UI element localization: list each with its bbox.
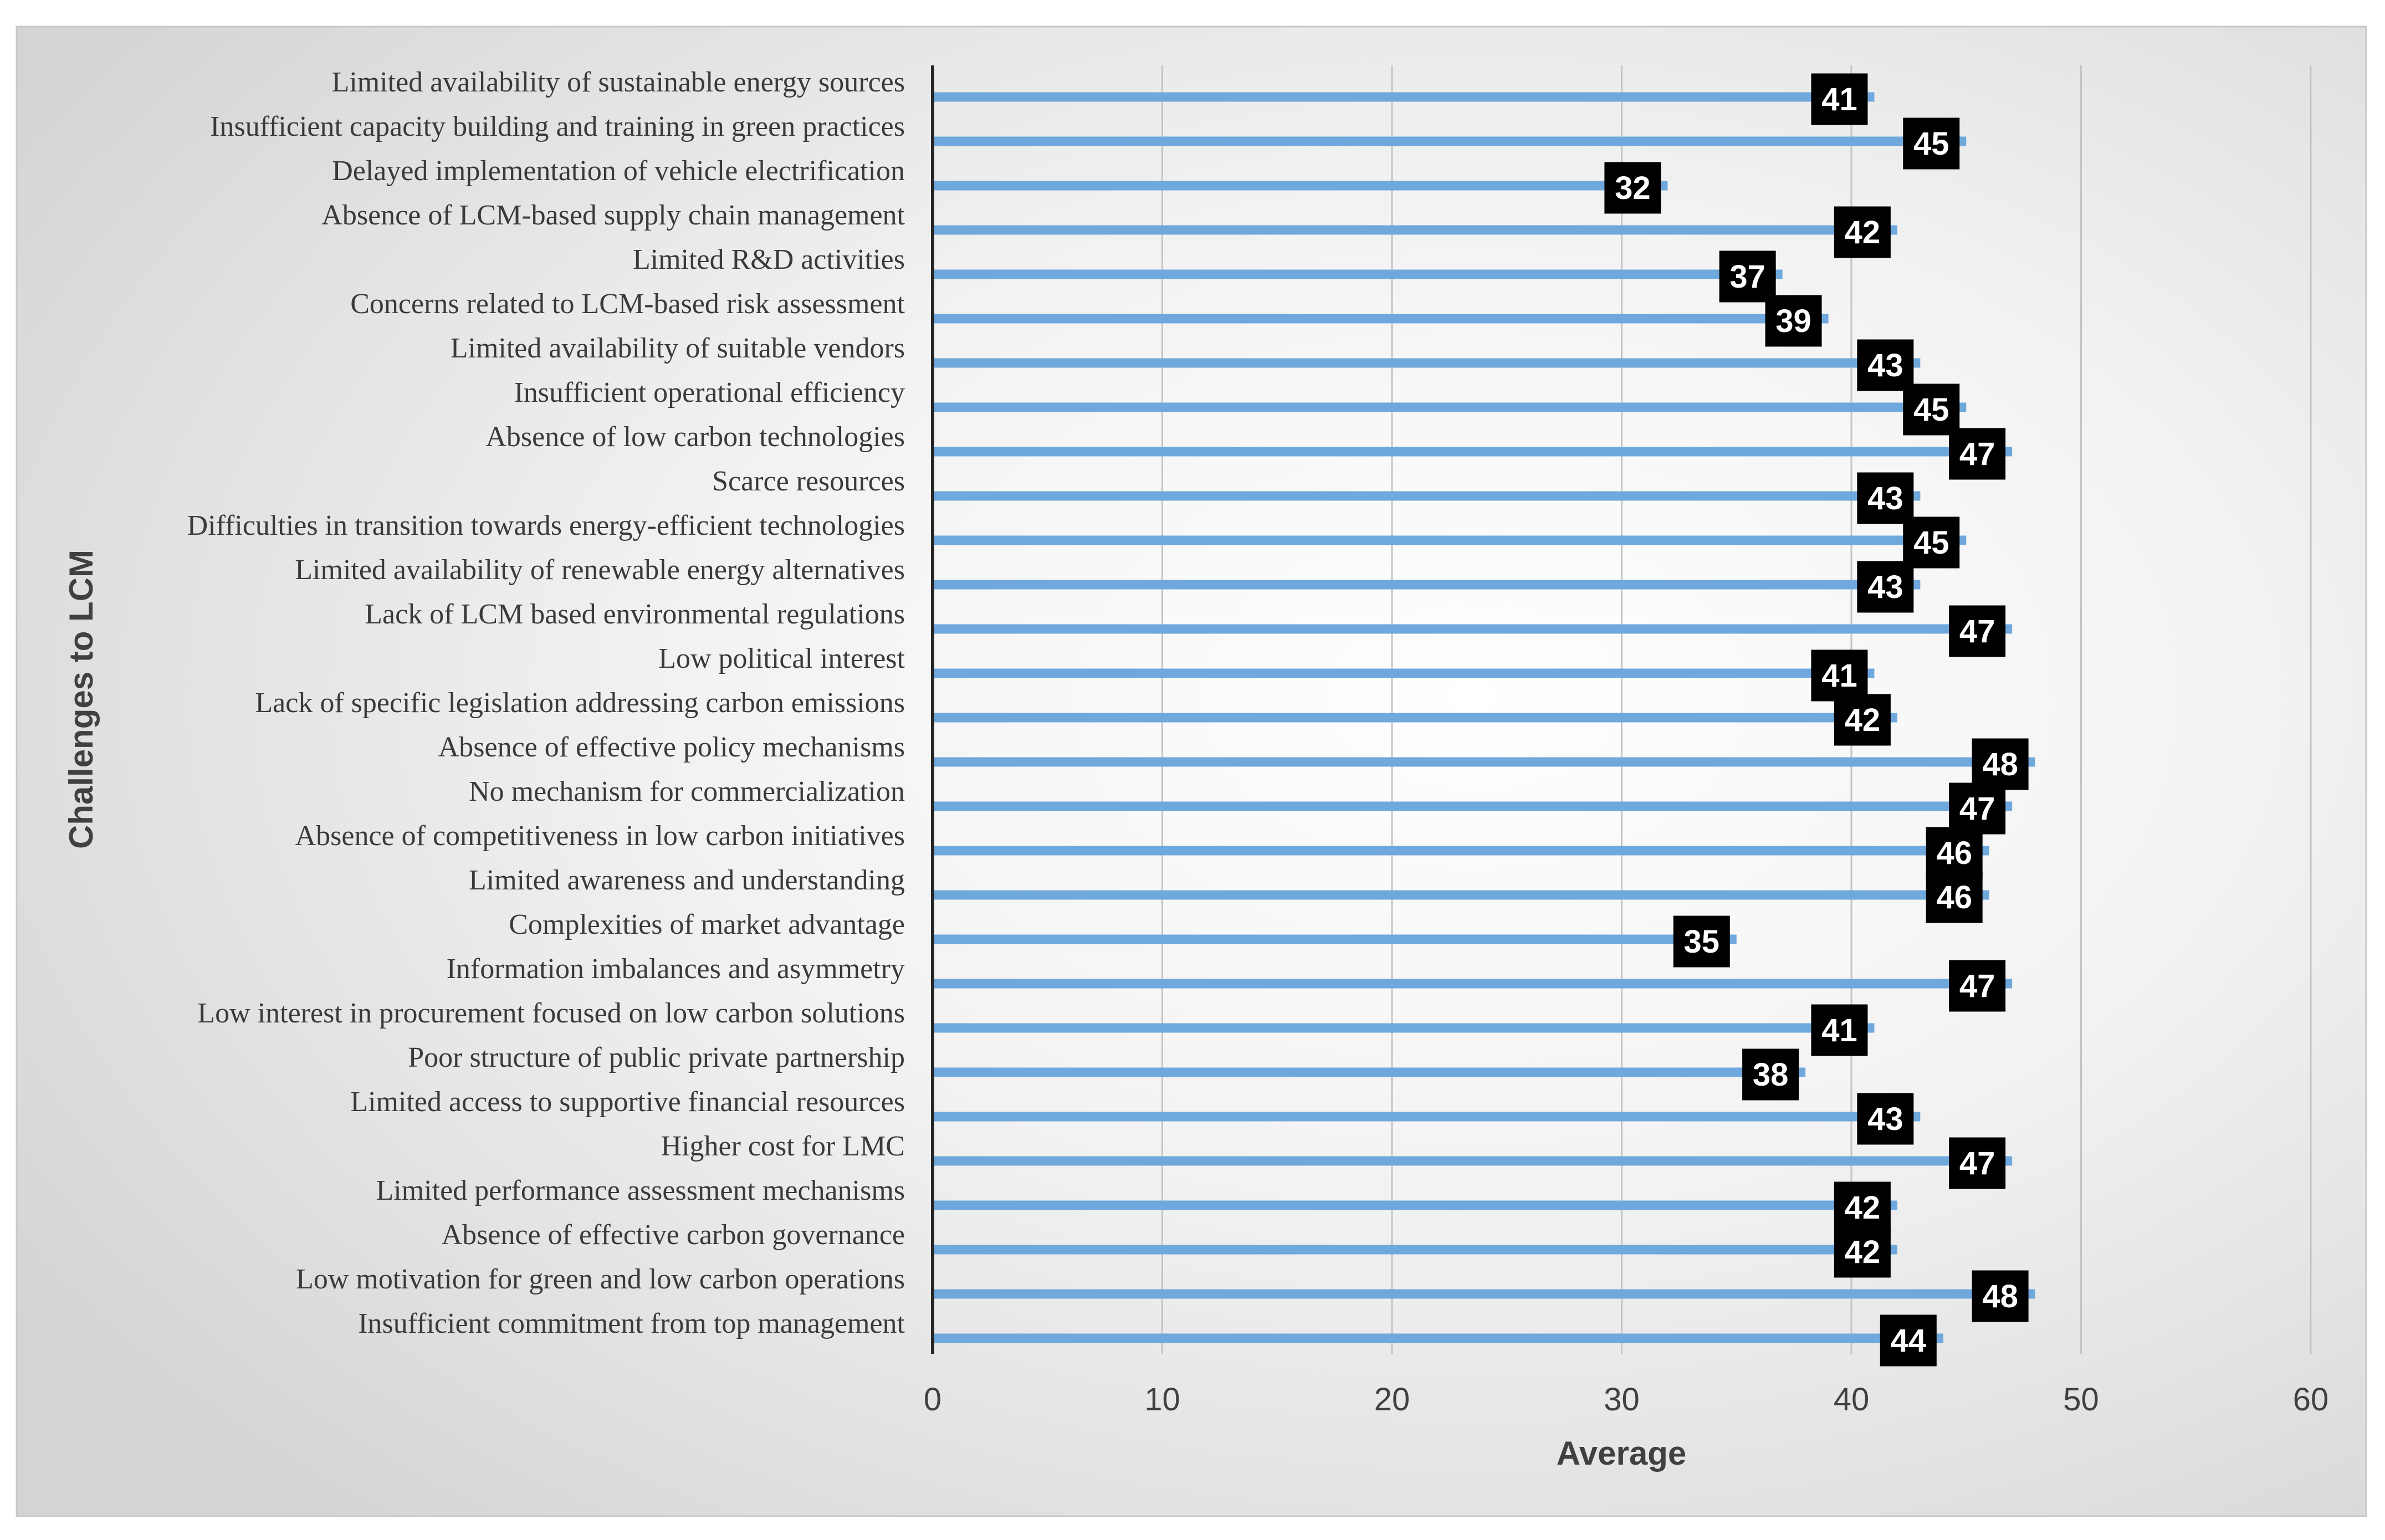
data-label: 45 [1913, 525, 1949, 561]
bar [933, 1201, 1897, 1210]
data-label: 47 [1959, 436, 1995, 472]
x-tick-label: 10 [1144, 1382, 1180, 1418]
data-label: 42 [1844, 1234, 1881, 1270]
category-label: Delayed implementation of vehicle electrification [332, 155, 905, 187]
data-label: 48 [1982, 746, 2018, 782]
bar [933, 1334, 1943, 1343]
bar [933, 492, 1920, 501]
x-tick-label: 20 [1374, 1382, 1410, 1418]
bar [933, 1245, 1897, 1255]
category-label: Absence of effective carbon governance [441, 1219, 905, 1251]
bar [933, 359, 1920, 368]
bar [933, 447, 2012, 457]
category-label: Insufficient operational efficiency [514, 377, 905, 408]
data-label: 39 [1775, 303, 1811, 339]
category-label: Insufficient commitment from top management [358, 1308, 905, 1339]
bar [933, 580, 1920, 590]
x-axis-title: Average [1556, 1435, 1687, 1472]
category-label: Information imbalances and asymmetry [446, 953, 905, 985]
category-label: Scarce resources [712, 465, 905, 497]
data-label: 45 [1913, 392, 1949, 428]
category-label: Complexities of market advantage [509, 909, 905, 940]
category-label: Absence of low carbon technologies [485, 421, 905, 453]
bar [933, 1024, 1874, 1033]
bar [933, 403, 1966, 412]
bar [933, 846, 1989, 856]
bar [933, 1290, 2035, 1299]
bar [933, 758, 2035, 767]
bar [933, 891, 1989, 900]
bar [933, 1068, 1805, 1077]
category-label: Absence of competitiveness in low carbon initiatives [295, 820, 905, 852]
bar [933, 93, 1874, 102]
category-label: Limited R&D activities [632, 244, 905, 275]
data-label: 42 [1844, 1190, 1881, 1226]
category-label: Limited awareness and understanding [469, 864, 905, 896]
data-label: 48 [1982, 1278, 2018, 1314]
bar [933, 270, 1783, 279]
bar [933, 979, 2012, 989]
data-label: 43 [1867, 569, 1903, 605]
data-label: 37 [1729, 259, 1765, 295]
data-label: 44 [1890, 1323, 1927, 1359]
data-label: 41 [1821, 81, 1857, 117]
data-label: 45 [1913, 126, 1949, 162]
data-label: 42 [1844, 214, 1881, 250]
category-label: Difficulties in transition towards energy-efficient technologies [187, 510, 905, 541]
category-label: Limited access to supportive financial resources [350, 1086, 905, 1118]
x-tick-label: 50 [2063, 1382, 2099, 1418]
data-label: 47 [1959, 791, 1995, 827]
data-label: 41 [1821, 658, 1857, 694]
category-label: No mechanism for commercialization [469, 776, 905, 807]
x-tick-label: 60 [2292, 1382, 2329, 1418]
bar [933, 1112, 1920, 1122]
category-label: Absence of LCM-based supply chain management [321, 199, 905, 231]
x-tick-label: 0 [923, 1382, 942, 1418]
bar [933, 713, 1897, 723]
category-label: Limited performance assessment mechanisms [376, 1175, 905, 1206]
data-label: 47 [1959, 968, 1995, 1004]
category-label: Limited availability of sustainable energy sources [331, 66, 905, 98]
category-label: Lack of specific legislation addressing carbon emissions [255, 687, 905, 719]
category-label: Low interest in procurement focused on low carbon solutions [197, 997, 905, 1029]
data-label: 43 [1867, 1101, 1903, 1137]
data-label: 47 [1959, 613, 1995, 649]
x-tick-label: 40 [1833, 1382, 1870, 1418]
bar [933, 1157, 2012, 1166]
bar [933, 226, 1897, 235]
data-label: 42 [1844, 702, 1881, 738]
data-label: 46 [1936, 879, 1972, 915]
bar [933, 625, 2012, 634]
data-label: 35 [1683, 924, 1720, 960]
category-label: Concerns related to LCM-based risk assessment [350, 288, 905, 320]
category-label: Lack of LCM based environmental regulations [365, 598, 905, 630]
category-label: Limited availability of renewable energy alternatives [295, 554, 905, 586]
data-label: 38 [1752, 1057, 1789, 1093]
data-label: 41 [1821, 1012, 1857, 1048]
y-axis-title: Challenges to LCM [63, 549, 100, 850]
category-label: Insufficient capacity building and training in green practices [210, 111, 905, 142]
data-label: 46 [1936, 835, 1972, 871]
bar [933, 137, 1966, 146]
bar [933, 181, 1667, 191]
data-label: 32 [1615, 170, 1651, 206]
data-label: 43 [1867, 347, 1903, 383]
bar [933, 935, 1737, 944]
bar [933, 669, 1874, 678]
bar [933, 802, 2012, 811]
category-label: Low motivation for green and low carbon operations [296, 1263, 905, 1295]
data-label: 43 [1867, 480, 1903, 516]
category-label: Limited availability of suitable vendors [450, 332, 905, 364]
data-label: 47 [1959, 1145, 1995, 1181]
category-label: Absence of effective policy mechanisms [438, 731, 905, 763]
bar [933, 314, 1829, 324]
category-label: Poor structure of public private partnership [408, 1042, 905, 1073]
category-label: Higher cost for LMC [661, 1130, 905, 1162]
category-label: Low political interest [658, 643, 905, 674]
bar [933, 536, 1966, 545]
x-tick-label: 30 [1604, 1382, 1640, 1418]
